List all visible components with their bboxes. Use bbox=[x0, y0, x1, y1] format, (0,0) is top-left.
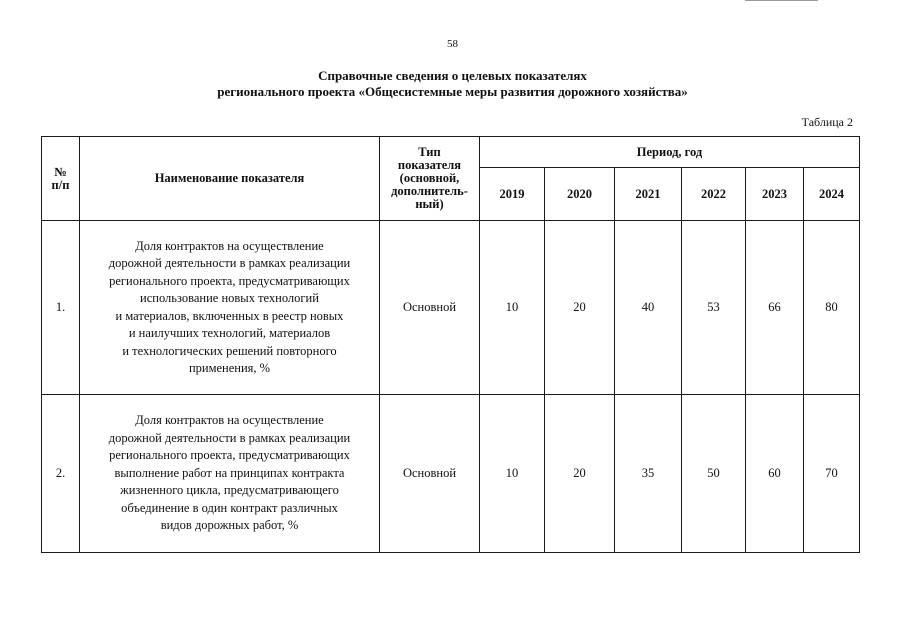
value-cell: 70 bbox=[804, 395, 860, 553]
value-cell: 20 bbox=[545, 395, 615, 553]
header-year: 2019 bbox=[480, 168, 545, 221]
value-cell: 40 bbox=[615, 221, 682, 395]
title-line-1: Справочные сведения о целевых показателях bbox=[318, 68, 587, 83]
row-number: 1. bbox=[42, 221, 80, 395]
table-row bbox=[42, 221, 860, 395]
table-row bbox=[42, 395, 860, 553]
page-number: 58 bbox=[447, 38, 458, 50]
header-year: 2020 bbox=[545, 168, 615, 221]
document-title bbox=[0, 68, 905, 100]
header-year: 2021 bbox=[615, 168, 682, 221]
header-indicator-type: Тип показателя (основной, дополнитель- ный) bbox=[380, 137, 480, 221]
indicator-name: Доля контрактов на осуществление дорожной деятельности в рамках реализации регионального проекта, предусматривающих использование новых технологий и материалов, включенных в реестр новых и наилучших технологий, материалов и технологических решений повторного применения, % bbox=[80, 221, 380, 395]
value-cell: 80 bbox=[804, 221, 860, 395]
indicator-name: Доля контрактов на осуществление дорожной деятельности в рамках реализации регионального проекта, предусматривающих выполнение работ на принципах контракта жизненного цикла, предусматривающего объединение в один контракт различных видов дорожных работ, % bbox=[80, 395, 380, 553]
indicator-type: Основной bbox=[380, 221, 480, 395]
header-number: № п/п bbox=[42, 137, 80, 221]
value-cell: 35 bbox=[615, 395, 682, 553]
table-caption: Таблица 2 bbox=[801, 115, 853, 129]
value-cell: 10 bbox=[480, 221, 545, 395]
header-indicator-name: Наименование показателя bbox=[80, 137, 380, 221]
header-year: 2022 bbox=[682, 168, 746, 221]
value-cell: 50 bbox=[682, 395, 746, 553]
top-rule bbox=[745, 0, 818, 1]
header-period: Период, год bbox=[480, 137, 860, 168]
value-cell: 10 bbox=[480, 395, 545, 553]
title-line-2: регионального проекта «Общесистемные меры развития дорожного хозяйства» bbox=[217, 84, 688, 99]
row-number: 2. bbox=[42, 395, 80, 553]
value-cell: 66 bbox=[746, 221, 804, 395]
indicator-type: Основной bbox=[380, 395, 480, 553]
value-cell: 53 bbox=[682, 221, 746, 395]
header-year: 2024 bbox=[804, 168, 860, 221]
value-cell: 60 bbox=[746, 395, 804, 553]
value-cell: 20 bbox=[545, 221, 615, 395]
indicators-table bbox=[41, 136, 860, 553]
header-row-main bbox=[42, 137, 860, 168]
header-year: 2023 bbox=[746, 168, 804, 221]
